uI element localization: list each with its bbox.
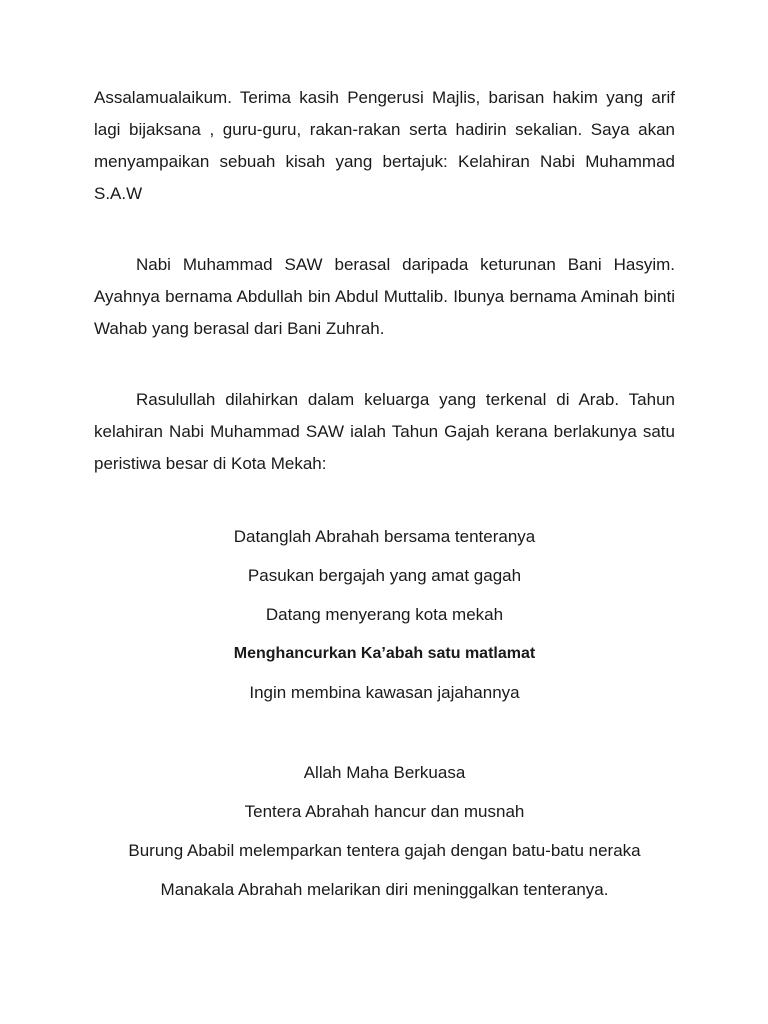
opening-paragraph: Assalamualaikum. Terima kasih Pengerusi Majlis, barisan hakim yang arif lagi bijaksana , guru-guru, rakan-rakan serta hadirin sekalian. Saya akan menyampaikan sebuah kisah yang bertajuk: Kelahiran Nabi Muhammad S.A.W — [94, 88, 675, 203]
poem-line: Datang menyerang kota mekah — [265, 605, 504, 624]
poem-stanza-1 — [94, 517, 675, 712]
poem-line-bold: Menghancurkan Ka’abah satu matlamat — [233, 645, 536, 662]
poem-line: Allah Maha Berkuasa — [303, 763, 466, 782]
birth-paragraph: Rasulullah dilahirkan dalam keluarga yang terkenal di Arab. Tahun kelahiran Nabi Muhammad SAW ialah Tahun Gajah kerana berlakunya satu peristiwa besar di Kota Mekah: — [94, 390, 675, 473]
poem-line: Ingin membina kawasan jajahannya — [249, 683, 520, 702]
poem-line: Pasukan bergajah yang amat gagah — [247, 566, 522, 585]
poem-line: Tentera Abrahah hancur dan musnah — [244, 802, 525, 821]
poem-stanza-2 — [94, 753, 675, 909]
poem-line: Burung Ababil melemparkan tentera gajah dengan batu-batu neraka — [128, 841, 641, 860]
poem-line: Datanglah Abrahah bersama tenteranya — [233, 527, 536, 546]
lineage-paragraph: Nabi Muhammad SAW berasal daripada keturunan Bani Hasyim. Ayahnya bernama Abdullah bin Abdul Muttalib. Ibunya bernama Aminah binti Wahab yang berasal dari Bani Zuhrah. — [94, 255, 675, 338]
poem-line: Manakala Abrahah melarikan diri meninggalkan tenteranya. — [160, 880, 609, 899]
